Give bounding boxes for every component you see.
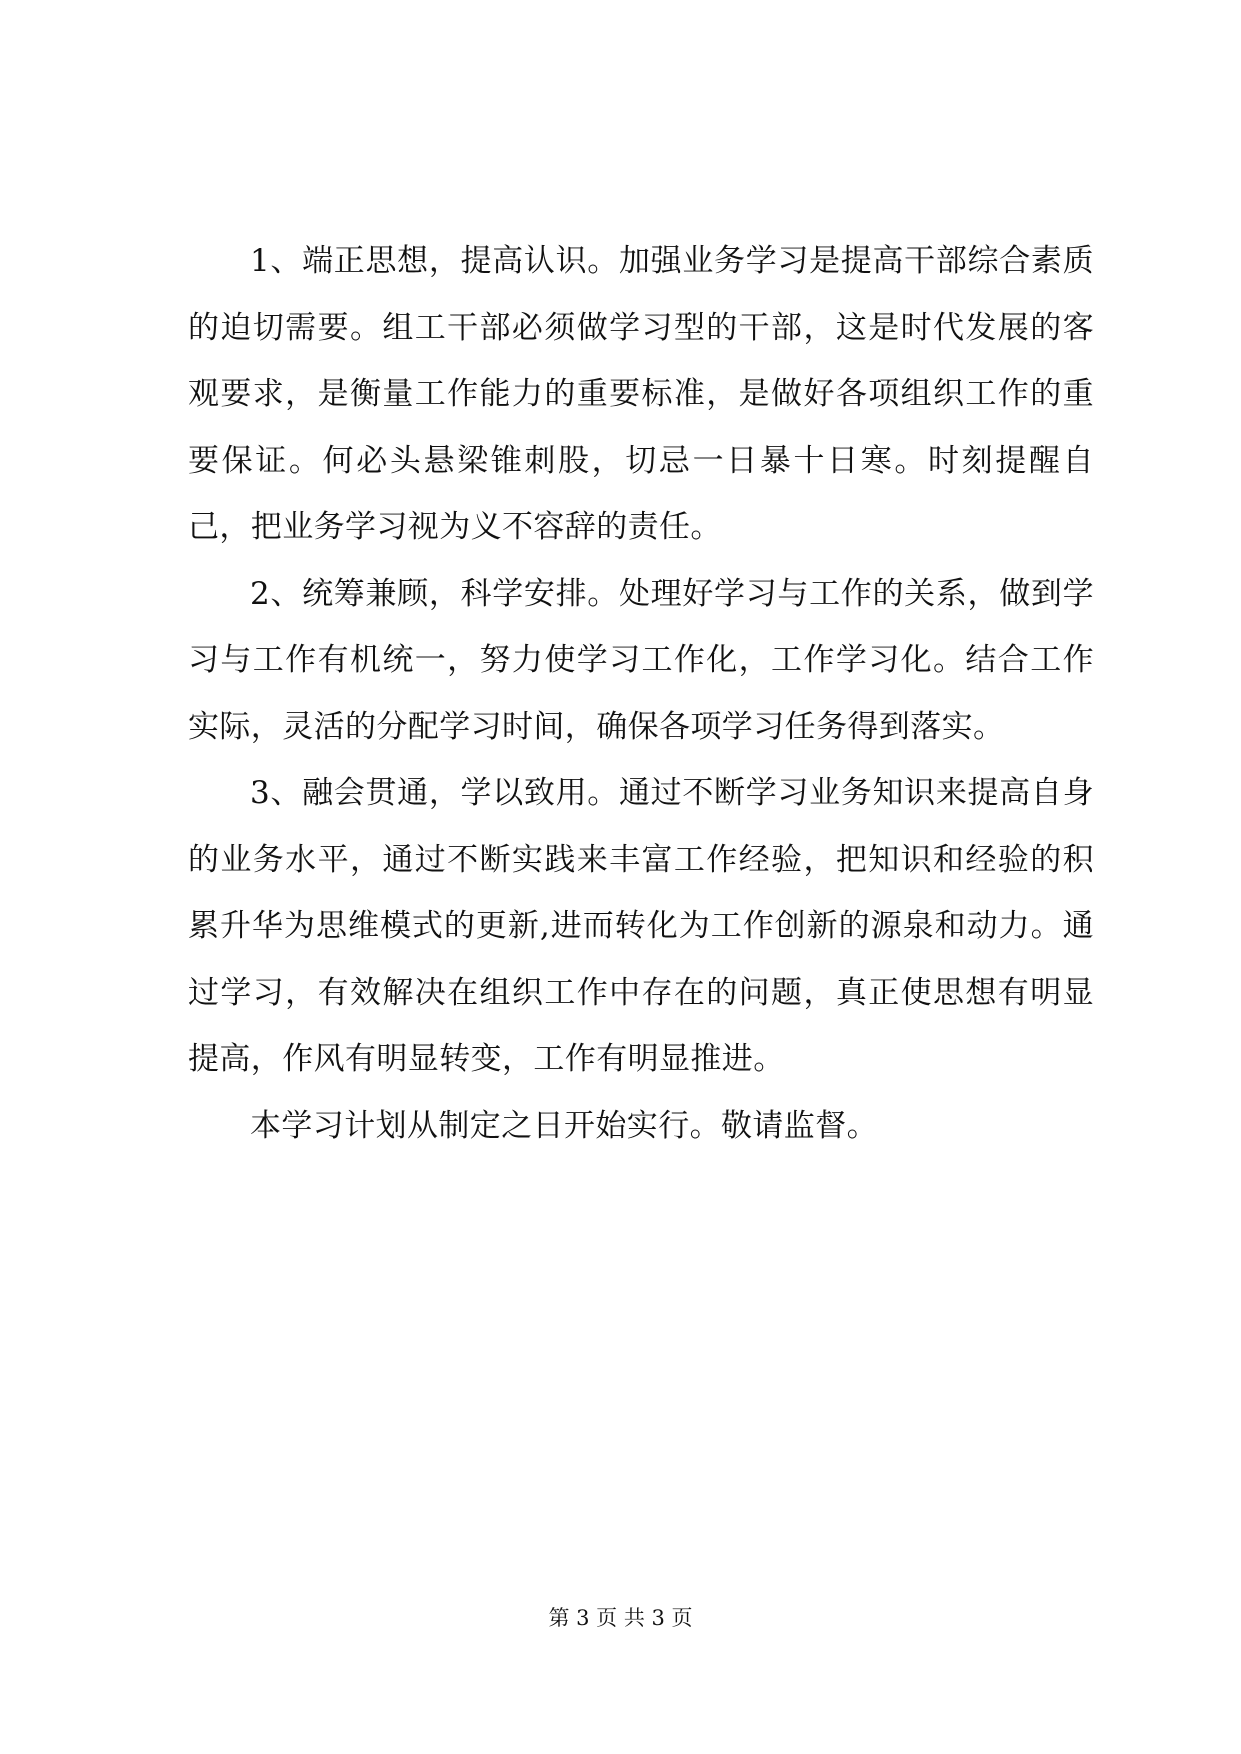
document-body xyxy=(188,228,1094,1159)
page-number: 第 3 页 共 3 页 xyxy=(548,1606,693,1630)
paragraph-2: 2、统筹兼顾，科学安排。处理好学习与工作的关系，做到学习与工作有机统一，努力使学习工作化，工作学习化。结合工作实际，灵活的分配学习时间，确保各项学习任务得到落实。 xyxy=(188,575,1094,745)
page-footer xyxy=(0,1604,1241,1632)
paragraph-3: 3、融会贯通，学以致用。通过不断学习业务知识来提高自身的业务水平，通过不断实践来丰富工作经验，把知识和经验的积累升华为思维模式的更新,进而转化为工作创新的源泉和动力。通过学习，有效解决在组织工作中存在的问题，真正使思想有明显提高，作风有明显转变，工作有明显推进。 xyxy=(188,775,1094,1077)
paragraph-1: 1、端正思想，提高认识。加强业务学习是提高干部综合素质的迫切需要。组工干部必须做学习型的干部，这是时代发展的客观要求，是衡量工作能力的重要标准，是做好各项组织工作的重要保证。何必头悬梁锥刺股，切忌一日暴十日寒。时刻提醒自己，把业务学习视为义不容辞的责任。 xyxy=(188,243,1094,545)
paragraph-4: 本学习计划从制定之日开始实行。敬请监督。 xyxy=(250,1107,878,1144)
